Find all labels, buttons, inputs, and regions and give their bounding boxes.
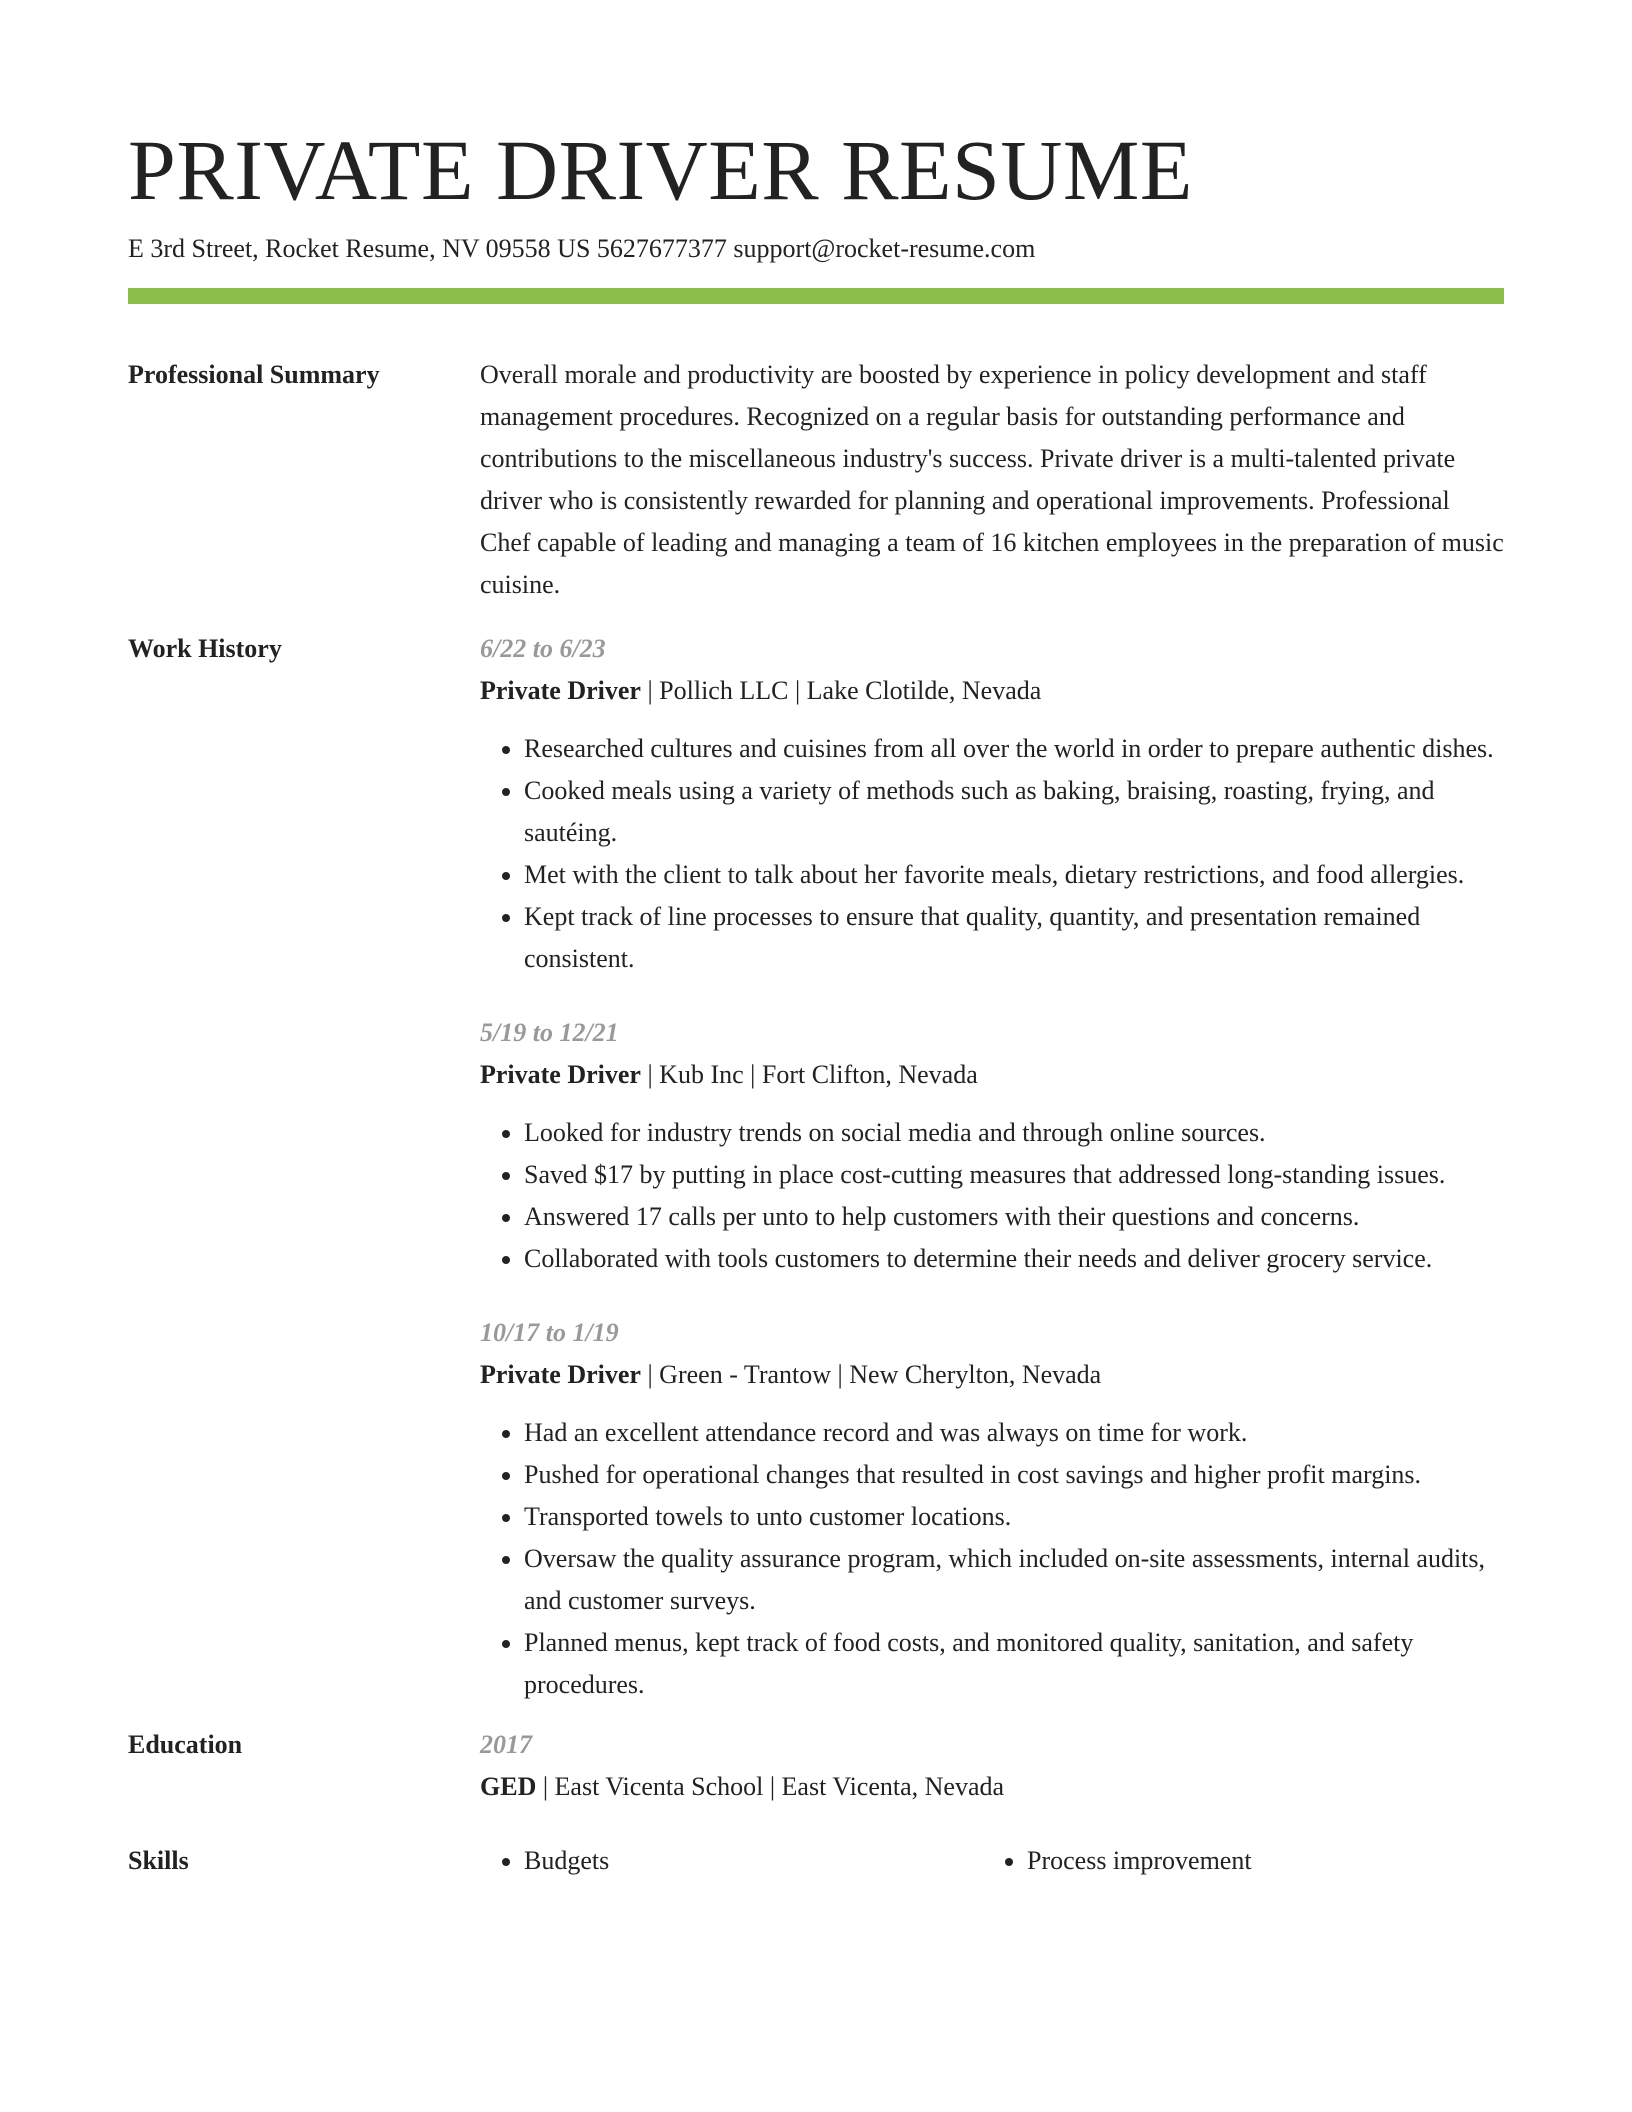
list-item: • Planned menus, kept track of food costs, and monitored quality, sanitation, and safety procedures. (524, 1622, 1504, 1706)
work-history-section (128, 628, 1504, 1706)
job-role-line (480, 670, 1504, 712)
job-bullets (480, 1112, 1504, 1280)
list-item: • Looked for industry trends on social media and through online sources. (524, 1112, 1504, 1154)
job-title: Private Driver (480, 1060, 641, 1089)
work-history-label: Work History (128, 634, 282, 663)
job-entry (480, 628, 1504, 980)
summary-section (128, 354, 1504, 606)
education-date: 2017 (480, 1730, 532, 1759)
list-item: • Researched cultures and cuisines from all over the world in order to prepare authentic dishes. (524, 728, 1504, 770)
job-details: | Green - Trantow | New Cherylton, Nevada (640, 1360, 1102, 1389)
work-history-list (480, 628, 1504, 1706)
skill-item: • Process improvement (1027, 1840, 1486, 1882)
skills-column (983, 1840, 1486, 1882)
header-divider (128, 288, 1504, 304)
job-entry (480, 1312, 1504, 1706)
skills-list (480, 1840, 1504, 1882)
education-entry (480, 1724, 1504, 1808)
job-title: Private Driver (480, 676, 641, 705)
job-date: 6/22 to 6/23 (480, 634, 606, 663)
education-line (480, 1766, 1504, 1808)
education-details: | East Vicenta School | East Vicenta, Nevada (536, 1772, 1005, 1801)
list-item: • Pushed for operational changes that resulted in cost savings and higher profit margins. (524, 1454, 1504, 1496)
job-bullets (480, 728, 1504, 980)
job-date: 10/17 to 1/19 (480, 1318, 619, 1347)
job-details: | Pollich LLC | Lake Clotilde, Nevada (640, 676, 1042, 705)
resume-title: PRIVATE DRIVER RESUME (128, 122, 1193, 218)
list-item: • Had an excellent attendance record and was always on time for work. (524, 1412, 1504, 1454)
job-bullets (480, 1412, 1504, 1706)
job-role-line (480, 1354, 1504, 1396)
skill-item: • Budgets (524, 1840, 983, 1882)
list-item: • Kept track of line processes to ensure that quality, quantity, and presentation remained consistent. (524, 896, 1504, 980)
job-entry (480, 1012, 1504, 1280)
job-role-line (480, 1054, 1504, 1096)
summary-text: Overall morale and productivity are boosted by experience in policy development and staff management procedures. Recognized on a regular basis for outstanding performance and contributions to the miscellaneous industry's success. Private driver is a multi-talented private driver who is consistently rewarded for planning and operational improvements. Professional Chef capable of leading and managing a team of 16 kitchen employees in the preparation of music cuisine. (480, 360, 1504, 599)
list-item: • Cooked meals using a variety of methods such as baking, braising, roasting, frying, and sautéing. (524, 770, 1504, 854)
list-item: • Collaborated with tools customers to determine their needs and deliver grocery service. (524, 1238, 1504, 1280)
contact-line: E 3rd Street, Rocket Resume, NV 09558 US 5627677377 support@rocket-resume.com (128, 234, 1036, 263)
job-title: Private Driver (480, 1360, 641, 1389)
skills-column (480, 1840, 983, 1882)
list-item: • Transported towels to unto customer locations. (524, 1496, 1504, 1538)
job-details: | Kub Inc | Fort Clifton, Nevada (640, 1060, 978, 1089)
education-section (128, 1724, 1504, 1808)
skills-label: Skills (128, 1846, 189, 1875)
summary-label: Professional Summary (128, 360, 380, 389)
education-label: Education (128, 1730, 243, 1759)
list-item: • Oversaw the quality assurance program, which included on-site assessments, internal audits, and customer surveys. (524, 1538, 1504, 1622)
education-degree: GED (480, 1772, 537, 1801)
list-item: • Answered 17 calls per unto to help customers with their questions and concerns. (524, 1196, 1504, 1238)
list-item: • Met with the client to talk about her favorite meals, dietary restrictions, and food allergies. (524, 854, 1504, 896)
job-date: 5/19 to 12/21 (480, 1018, 619, 1047)
skills-section (128, 1840, 1504, 1882)
list-item: • Saved $17 by putting in place cost-cutting measures that addressed long-standing issues. (524, 1154, 1504, 1196)
